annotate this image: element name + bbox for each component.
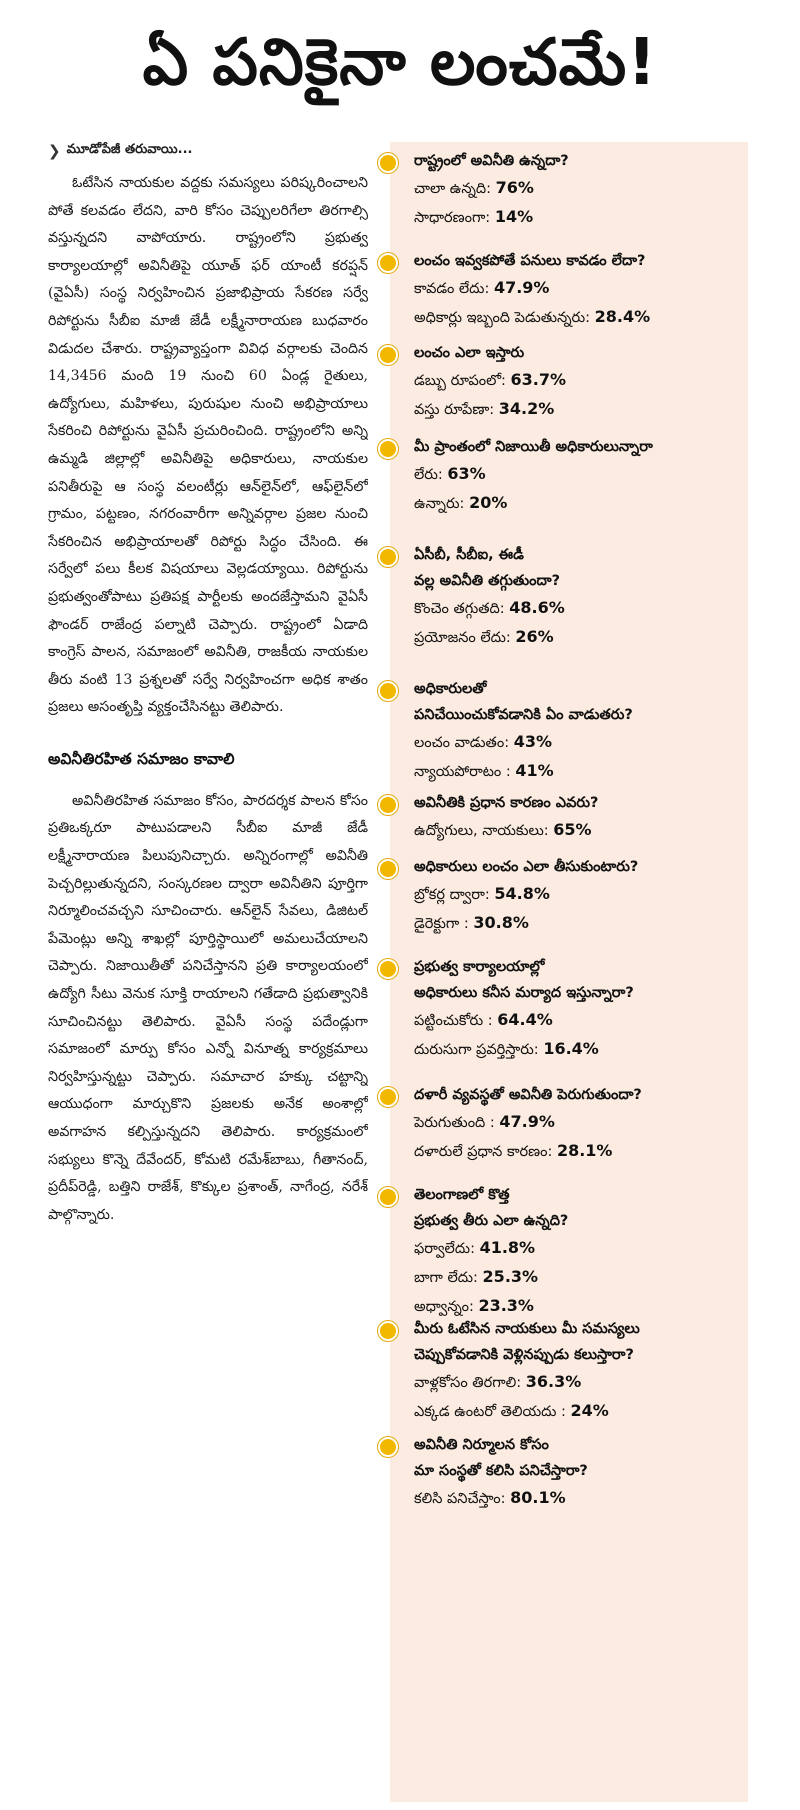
survey-item xyxy=(390,790,748,845)
answer-percentage: 65% xyxy=(553,820,592,839)
answer-label: బ్రోకర్ల ద్వారా: xyxy=(414,887,495,903)
survey-question: అధికారులతో xyxy=(414,681,487,697)
yellow-dot-icon xyxy=(378,681,398,701)
answer-label: లంచం వాడుతం: xyxy=(414,735,514,751)
answer-label: లేరు: xyxy=(414,467,448,483)
answer-percentage: 64.4% xyxy=(497,1010,553,1029)
survey-question-line-2: చెప్పుకోవడానికి వెళ్లినప్పుడు కలుస్తారా? xyxy=(414,1347,634,1363)
answer-label: చాలా ఉన్నది: xyxy=(414,181,496,197)
survey-answer xyxy=(414,174,748,203)
yellow-dot-icon xyxy=(378,859,398,879)
survey-item xyxy=(390,1432,748,1513)
survey-answer xyxy=(414,1368,748,1397)
answer-percentage: 23.3% xyxy=(478,1296,534,1315)
survey-item xyxy=(390,854,748,938)
survey-answer xyxy=(414,366,748,395)
survey-answer xyxy=(414,1397,748,1426)
survey-item xyxy=(390,1082,748,1166)
yellow-dot-icon xyxy=(378,345,398,365)
survey-answer xyxy=(414,909,748,938)
survey-answer xyxy=(414,1234,748,1263)
answer-percentage: 16.4% xyxy=(543,1039,599,1058)
survey-question: తెలంగాణలో కొత్త xyxy=(414,1187,510,1203)
survey-question: లంచం ఎలా ఇస్తారు xyxy=(414,345,525,361)
answer-label: సాధారణంగా: xyxy=(414,210,495,226)
survey-item xyxy=(390,148,748,232)
answer-label: పట్టించుకోరు : xyxy=(414,1013,498,1029)
survey-question: లంచం ఇవ్వకపోతే పనులు కావడం లేదా? xyxy=(414,253,646,269)
survey-answer xyxy=(414,1006,748,1035)
article-paragraph-2: అవినీతిరహిత సమాజం కోసం, పారదర్శక పాలన కోసం ప్రతిఒక్కరూ పాటుపడాలని సీబీఐ మాజీ జేడీ లక్ష్మీనారాయణ పిలుపునిచ్చారు. అన్నిరంగాల్లో అవినీతి పెచ్చరిల్లుతున్నదని, సంస్కరణల ద్వారా అవినీతిని పూర్తిగా నిర్మూలించవచ్చని సూచించారు. ఆన్‌లైన్ సేవలు, డిజిటల్ పేమెంట్లు అన్ని శాఖల్లో పూర్తిస్థాయిలో అమలుచేయాలని చెప్పారు. నిజాయితీతో పనిచేస్తానని ప్రతి కార్యాలయంలో ఉద్యోగి సీటు వెనుక సూక్తి రాయాలని గతేడాది ప్రభుత్వానికి సూచించినట్టు తెలిపారు. వైఏసీ సంస్థ పదేండ్లుగా సమాజంలో మార్పు కోసం ఎన్నో వినూత్న కార్యక్రమాలు నిర్వహిస్తున్నట్టు చెప్పారు. సమాచార హక్కు చట్టాన్ని ఆయుధంగా మార్చుకొని ప్రజలకు అనేక అంశాల్లో అవగాహన కల్పిస్తున్నదని తెలిపారు. కార్యక్రమంలో సభ్యులు కొన్నె దేవేందర్, కోమటి రమేశ్‌బాబు, గీతానంద్, ప్రదీప్‌రెడ్డి, బత్తిని రాజేశ్, కొక్కుల ప్రశాంత్, నాగేంద్ర, నరేశ్ పాల్గొన్నారు. xyxy=(48,792,368,1223)
survey-answer xyxy=(414,395,748,424)
answer-label: దురుసుగా ప్రవర్తిస్తారు: xyxy=(414,1042,544,1058)
answer-label: దళారులే ప్రధాన కారణం: xyxy=(414,1144,557,1160)
headline: ఏ పనికైనా లంచమే! xyxy=(142,25,658,100)
answer-label: ఉన్నారు: xyxy=(414,496,470,512)
survey-item xyxy=(390,248,748,332)
answer-percentage: 28.1% xyxy=(556,1141,613,1160)
yellow-dot-icon xyxy=(378,1187,398,1207)
answer-percentage: 26% xyxy=(515,627,554,646)
answer-label: కొంచెం తగ్గుతది: xyxy=(414,601,510,617)
survey-answer xyxy=(414,1137,748,1166)
survey-answer xyxy=(414,303,748,332)
survey-question: మీరు ఓటేసిన నాయకులు మీ సమస్యలు xyxy=(414,1321,640,1337)
survey-question: అవినీతికి ప్రధాన కారణం ఎవరు? xyxy=(414,795,599,811)
survey-answer xyxy=(414,203,748,232)
survey-question: మీ ప్రాంతంలో నిజాయితీ అధికారులున్నారా xyxy=(414,439,653,455)
answer-label: అధ్వాన్నం: xyxy=(414,1299,479,1315)
survey-question: రాష్ట్రంలో అవినీతి ఉన్నదా? xyxy=(414,153,569,169)
article-paragraph-1: ఓటేసిన నాయకుల వద్దకు సమస్యలు పరిష్కరించాలని పోతే కలవడం లేదని, వారి కోసం చెప్పులరిగేలా తిరగాల్సి వస్తున్నదని వాపోయారు. రాష్ట్రంలోని ప్రభుత్వ కార్యాలయాల్లో అవినీతిపై యూత్ ఫర్ యాంటీ కరప్షన్ (వైఏసీ) సంస్థ నిర్వహించిన ప్రజాభిప్రాయ సేకరణ సర్వే రిపోర్టును సీబీఐ మాజీ జేడీ లక్ష్మీనారాయణ బుధవారం విడుదల చేశారు. రాష్ట్రవ్యాప్తంగా వివిధ వర్గాలకు చెందిన 14,3456 మంది 19 నుంచి 60 ఏండ్ల రైతులు, ఉద్యోగులు, మహిళలు, పురుషుల నుంచి అభిప్రాయాలు సేకరించి రిపోర్టును వైఏసీ ప్రచురించింది. రాష్ట్రంలోని అన్ని ఉమ్మడి జిల్లాల్లో అవినీతిపై అధికారులు, నాయకుల పనితీరుపై ఆ సంస్థ వలంటీర్లు ఆన్‌లైన్‌లో, ఆఫ్‌లైన్‌లో గ్రామం, పట్టణం, నగరంవారీగా అన్నివర్గాల ప్రజల నుంచి సేకరించిన అభిప్రాయాలతో రిపోర్టు సిద్ధం చేసింది. ఈ సర్వేలో పలు కీలక విషయాలు వెల్లడయ్యాయి. రిపోర్టును ప్రభుత్వంతోపాటు ప్రతిపక్ష పార్టీలకు అందజేస్తామని వైఏసీ ఫౌండర్ రాజేంద్ర పల్నాటి చెప్పారు. రాష్ట్రంలో ఏడాది కాంగ్రెస్ పాలన, సమాజంలో అవినీతి, రాజకీయ నాయకుల తీరు వంటి 13 ప్రశ్నలతో సర్వే నిర్వహించగా అధిక శాతం ప్రజలు అసంతృప్తి వ్యక్తంచేసినట్టు తెలిపారు. xyxy=(48,175,368,716)
survey-answer xyxy=(414,1263,748,1292)
survey-item xyxy=(390,1316,748,1426)
survey-question-line-2: ప్రభుత్వ తీరు ఎలా ఉన్నది? xyxy=(414,1213,569,1229)
survey-panel xyxy=(390,142,748,1802)
survey-answer xyxy=(414,594,748,623)
answer-label: ఎక్కడ ఉంటరో తెలియదు : xyxy=(414,1404,571,1420)
survey-answer xyxy=(414,728,748,757)
answer-label: డబ్బు రూపంలో: xyxy=(414,373,511,389)
answer-label: వస్తు రూపేణా: xyxy=(414,402,499,418)
survey-item xyxy=(390,954,748,1064)
answer-label: ప్రయోజనం లేదు: xyxy=(414,630,516,646)
yellow-dot-icon xyxy=(378,253,398,273)
survey-answer xyxy=(414,1484,748,1513)
answer-label: వాళ్లకోసం తిరగాలి: xyxy=(414,1375,526,1391)
answer-label: బాగా లేదు: xyxy=(414,1270,483,1286)
chevron-right-icon: ❯ xyxy=(48,142,61,160)
survey-question-line-2: మా సంస్థతో కలిసి పనిచేస్తారా? xyxy=(414,1463,588,1479)
answer-percentage: 28.4% xyxy=(594,307,651,326)
yellow-dot-icon xyxy=(378,547,398,567)
answer-percentage: 41% xyxy=(515,761,554,780)
survey-answer xyxy=(414,274,748,303)
yellow-dot-icon xyxy=(378,1321,398,1341)
survey-question: దళారీ వ్యవస్థతో అవినీతి పెరుగుతుందా? xyxy=(414,1087,642,1103)
yellow-dot-icon xyxy=(378,1437,398,1457)
answer-percentage: 30.8% xyxy=(473,913,529,932)
answer-label: కలిసి పనిచేస్తాం: xyxy=(414,1491,511,1507)
answer-percentage: 47.9% xyxy=(499,1112,555,1131)
answer-percentage: 14% xyxy=(494,207,534,226)
answer-label: న్యాయపోరాటం : xyxy=(414,764,516,780)
answer-percentage: 63.7% xyxy=(510,370,567,389)
answer-label: డైరెక్టుగా : xyxy=(414,916,474,932)
survey-question-line-2: వల్ల అవినీతి తగ్గుతుందా? xyxy=(414,573,561,589)
kicker-text: మూడోపేజీ తరువాయి... xyxy=(66,142,193,157)
survey-answer xyxy=(414,1035,748,1064)
survey-answer xyxy=(414,757,748,786)
survey-answer xyxy=(414,460,748,489)
answer-label: అధికార్లు ఇబ్బంది పెడుతున్నరు: xyxy=(414,310,595,326)
answer-percentage: 63% xyxy=(447,464,486,483)
answer-percentage: 54.8% xyxy=(494,884,550,903)
answer-percentage: 34.2% xyxy=(498,399,555,418)
yellow-dot-icon xyxy=(378,153,398,173)
survey-question-line-2: అధికారులు కనీస మర్యాద ఇస్తున్నారా? xyxy=(414,985,634,1001)
yellow-dot-icon xyxy=(378,439,398,459)
article-subhead: అవినీతిరహిత సమాజం కావాలి xyxy=(48,749,235,768)
survey-question: ప్రభుత్వ కార్యాలయాల్లో xyxy=(414,959,545,975)
answer-percentage: 20% xyxy=(469,493,508,512)
answer-percentage: 36.3% xyxy=(525,1372,582,1391)
yellow-dot-icon xyxy=(378,1087,398,1107)
answer-percentage: 47.9% xyxy=(493,278,550,297)
article-column xyxy=(48,142,368,1802)
answer-label: పెరుగుతుంది : xyxy=(414,1115,500,1131)
survey-item xyxy=(390,434,748,518)
survey-answer xyxy=(414,623,748,652)
survey-question-line-2: పనిచేయించుకోవడానికి ఏం వాడుతరు? xyxy=(414,707,633,723)
answer-percentage: 43% xyxy=(513,732,552,751)
survey-question: ఏసీబీ, సీబీఐ, ఈడీ xyxy=(414,547,524,563)
yellow-dot-icon xyxy=(378,795,398,815)
survey-question: అధికారులు లంచం ఎలా తీసుకుంటారు? xyxy=(414,859,639,875)
survey-answer xyxy=(414,1108,748,1137)
answer-percentage: 80.1% xyxy=(510,1488,566,1507)
survey-item xyxy=(390,340,748,424)
answer-percentage: 76% xyxy=(495,178,534,197)
survey-question: అవినీతి నిర్మూలన కోసం xyxy=(414,1437,549,1453)
answer-percentage: 41.8% xyxy=(479,1238,536,1257)
answer-label: కావడం లేదు: xyxy=(414,281,494,297)
answer-percentage: 48.6% xyxy=(509,598,565,617)
answer-label: ఫర్వాలేదు: xyxy=(414,1241,480,1257)
answer-label: ఉద్యోగులు, నాయకులు: xyxy=(414,823,554,839)
answer-percentage: 25.3% xyxy=(482,1267,539,1286)
survey-item xyxy=(390,542,748,652)
survey-item xyxy=(390,676,748,786)
survey-item xyxy=(390,1182,748,1321)
answer-percentage: 24% xyxy=(570,1401,609,1420)
survey-answer xyxy=(414,816,748,845)
yellow-dot-icon xyxy=(378,959,398,979)
survey-answer xyxy=(414,880,748,909)
continuation-kicker xyxy=(48,142,368,160)
survey-answer xyxy=(414,489,748,518)
